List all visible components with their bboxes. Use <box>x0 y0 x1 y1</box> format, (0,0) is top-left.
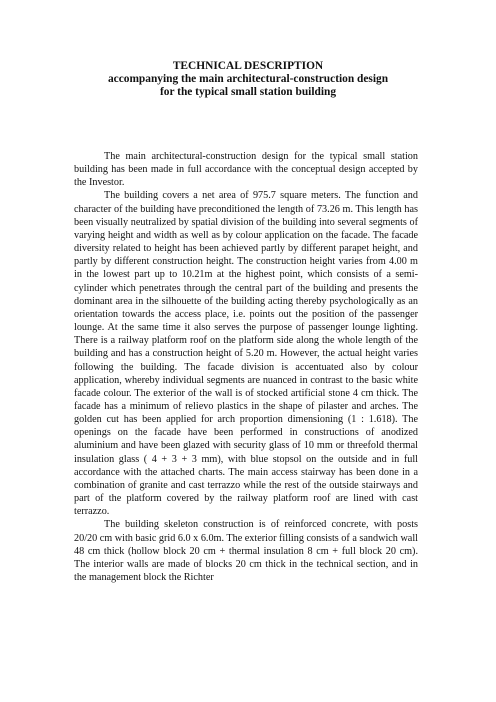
paragraph-skeleton-construction: The building skeleton construction is of reinforced concrete, with posts 20/20 cm with basic grid 6.0 x 6.0m. The exterior filling consists of a sandwich wall 48 cm thick (hollow block 20 cm + thermal insulation 8 cm + full block 20 cm). The interior walls are made of blocks 20 cm thick in the technical section, and in the management block the Richter <box>74 519 418 583</box>
document-body <box>74 150 418 584</box>
paragraph-building-area: The building covers a net area of 975.7 square meters. The function and character of the building have preconditioned the length of 73.26 m. This length has been visually neutralized by spatial division of the building into several segments of varying height and width as well as by colour application on the facade. The facade diversity related to height has been achieved partly by different parapet height, and partly by different construction height. The construction height varies from 4.00 m in the lowest part up to 10.21m at the highest point, which consists of a semi-cylinder which penetrates through the central part of the building and presents the dominant area in the silhouette of the building acting thereby psychologically as an orientation towards the access place, i.e. points out the position of the passenger lounge. At the same time it also serves the purpose of passenger lounge lighting. There is a railway platform roof on the platform side along the whole length of the building and has a construction height of 5.20 m. However, the actual height varies following the building. The facade division is accentuated also by colour application, whereby individual segments are nuanced in contrast to the basic white facade colour. The exterior of the wall is of stocked artificial stone 4 cm thick. The facade has a minimum of relievo plastics in the shape of pilaster and arches. The golden cut has been applied for arch proportion dimensioning (1 : 1.618). The openings on the facade have been performed in constructions of anodized aluminium and have been glazed with security glass of 10 mm or threefold thermal insulation glass ( 4 + 3 + 3 mm), with blue stopsol on the outside and in full accordance with the attached charts. The main access stairway has been done in a combination of granite and cast terrazzo while the rest of the outside stairways and part of the platform covered by the railway platform roof are lined with cast terrazzo. <box>74 190 418 518</box>
paragraph-intro: The main architectural-construction design for the typical small station building has been made in full accordance with the conceptual design accepted by the Investor. <box>74 151 418 189</box>
document-subtitle-line-1: accompanying the main architectural-construction design <box>107 73 389 85</box>
document-title: TECHNICAL DESCRIPTION <box>172 60 324 72</box>
document-subtitle-line-2: for the typical small station building <box>159 86 337 98</box>
